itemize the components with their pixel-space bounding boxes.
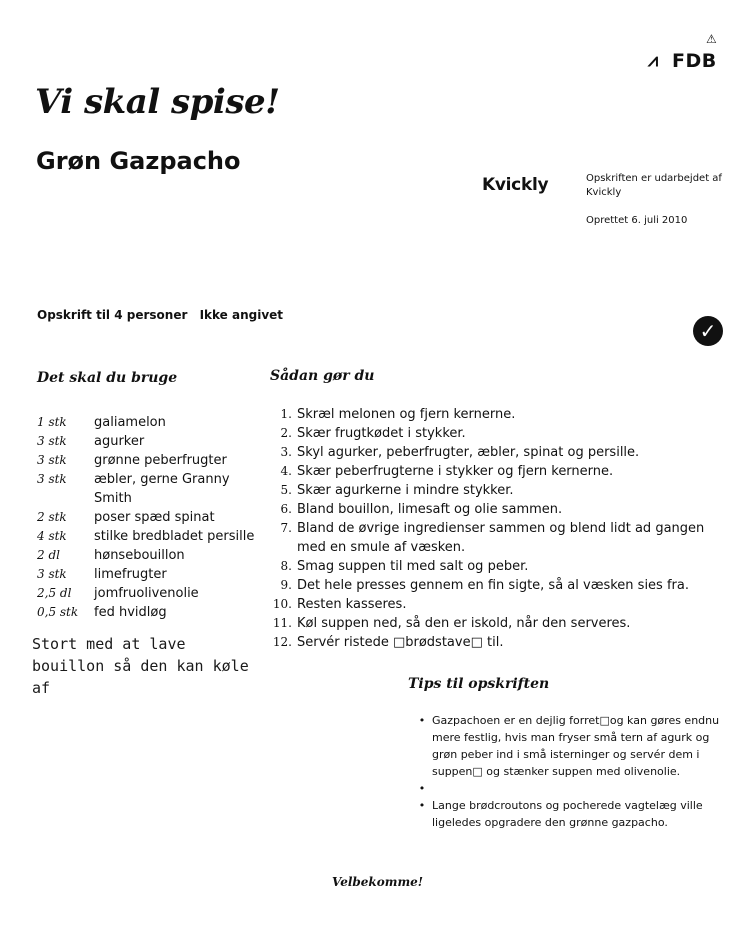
handwritten-note: Stort med at lave bouillon så den kan køle af <box>32 635 249 697</box>
ingredient-row <box>37 584 267 603</box>
warning-icon: ⚠ <box>706 32 717 46</box>
step-item <box>262 519 722 557</box>
closing-text: Velbekomme! <box>332 875 424 889</box>
step-text: Smag suppen til med salt og peber. <box>297 559 529 574</box>
step-list <box>262 405 722 652</box>
ingredient-row <box>37 451 267 470</box>
step-number: 5. <box>280 483 292 497</box>
tips-list <box>412 712 732 831</box>
bullet-icon: • <box>418 714 426 727</box>
ingredient-qty: 3 stk <box>37 472 67 486</box>
recipe-credit: Opskriften er udarbejdet af Kvickly <box>586 173 722 198</box>
step-item <box>262 576 722 595</box>
step-number: 8. <box>280 559 292 573</box>
ingredient-row <box>37 413 267 432</box>
ingredient-name: grønne peberfrugter <box>94 453 227 468</box>
bullet-icon: • <box>418 799 426 812</box>
fdb-mark-icon: ⩘ <box>648 50 659 71</box>
step-item <box>262 424 722 443</box>
step-text: Resten kasseres. <box>297 597 407 612</box>
fdb-brand-text: FDB <box>672 50 717 72</box>
step-item <box>262 500 722 519</box>
step-number: 4. <box>280 464 292 478</box>
ingredient-qty: 0,5 stk <box>37 605 79 619</box>
step-item <box>262 595 722 614</box>
ingredient-qty: 3 stk <box>37 434 67 448</box>
ingredient-name: fed hvidløg <box>94 605 167 620</box>
step-text: Skær frugtkødet i stykker. <box>297 426 466 441</box>
tip-item <box>412 797 732 831</box>
tips-heading: Tips til opskriften <box>408 676 550 692</box>
step-number: 6. <box>280 502 292 516</box>
ingredient-name: stilke bredbladet persille <box>94 529 255 544</box>
ingredient-name: poser spæd spinat <box>94 510 215 525</box>
ingredient-qty: 3 stk <box>37 453 67 467</box>
ingredient-row <box>37 432 267 451</box>
step-number: 7. <box>280 521 292 535</box>
ingredient-name: jomfruolivenolie <box>94 586 199 601</box>
ingredient-row <box>37 603 267 622</box>
page-heading-script: Vi skal spise! <box>35 82 280 122</box>
bullet-icon: • <box>418 782 426 795</box>
servings-label: Opskrift til 4 personer <box>37 308 188 322</box>
ingredient-name: æbler, gerne Granny Smith <box>94 472 230 506</box>
ingredient-row <box>37 546 267 565</box>
ingredient-qty: 2 dl <box>37 548 60 562</box>
ingredient-row <box>37 565 267 584</box>
step-number: 10. <box>272 597 292 611</box>
tip-text <box>432 780 732 797</box>
step-number: 12. <box>272 635 292 649</box>
step-text: Bland de øvrige ingredienser sammen og blend lidt ad gangen med en smule af væsken. <box>297 521 705 555</box>
ingredient-name: agurker <box>94 434 145 449</box>
ingredient-qty: 3 stk <box>37 567 67 581</box>
ingredient-list <box>37 413 267 622</box>
step-item <box>262 481 722 500</box>
step-text: Skyl agurker, peberfrugter, æbler, spinat og persille. <box>297 445 640 460</box>
recipe-title: Grøn Gazpacho <box>36 147 241 175</box>
tip-text: Lange brødcroutons og pocherede vagtelæg ville ligeledes opgradere den grønne gazpacho. <box>432 799 703 829</box>
step-text: Køl suppen ned, så den er iskold, når den serveres. <box>297 616 631 631</box>
step-item <box>262 405 722 424</box>
step-number: 11. <box>272 616 292 630</box>
step-text: Servér ristede □brødstave□ til. <box>297 635 504 650</box>
ingredient-row <box>37 527 267 546</box>
step-text: Skær peberfrugterne i stykker og fjern kernerne. <box>297 464 614 479</box>
ingredient-qty: 2,5 dl <box>37 586 72 600</box>
tip-item <box>412 712 732 780</box>
step-text: Skræl melonen og fjern kernerne. <box>297 407 516 422</box>
ingredient-qty: 1 stk <box>37 415 67 429</box>
step-text: Det hele presses gennem en fin sigte, så al væsken sies fra. <box>297 578 689 593</box>
step-text: Bland bouillon, limesaft og olie sammen. <box>297 502 563 517</box>
tip-text: Gazpachoen er en dejlig forret□og kan gøres endnu mere festlig, hvis man fryser små tern af agurk og grøn peber ind i små isterninger og servér dem i suppen□ og stænker suppen med olivenolie. <box>432 714 720 778</box>
checkmark-icon: ✓ <box>693 316 723 346</box>
ingredient-qty: 4 stk <box>37 529 67 543</box>
tip-item <box>412 780 732 797</box>
ingredients-heading: Det skal du bruge <box>37 370 178 386</box>
step-number: 9. <box>280 578 292 592</box>
step-number: 1. <box>280 407 292 421</box>
time-label: Ikke angivet <box>199 308 284 322</box>
ingredient-name: limefrugter <box>94 567 167 582</box>
step-number: 2. <box>280 426 292 440</box>
ingredient-name: hønsebouillon <box>94 548 185 563</box>
fdb-logo <box>648 32 728 76</box>
step-text: Skær agurkerne i mindre stykker. <box>297 483 514 498</box>
step-item <box>262 557 722 576</box>
ingredient-row <box>37 508 267 527</box>
created-date: Oprettet 6. juli 2010 <box>586 215 688 226</box>
step-number: 3. <box>280 445 292 459</box>
step-item <box>262 462 722 481</box>
servings-line <box>37 308 291 322</box>
ingredient-name: galiamelon <box>94 415 166 430</box>
steps-heading: Sådan gør du <box>270 368 375 384</box>
step-item <box>262 443 722 462</box>
store-logo: Kvickly <box>482 175 549 195</box>
ingredient-qty: 2 stk <box>37 510 67 524</box>
ingredient-row <box>37 470 267 508</box>
step-item <box>262 633 722 652</box>
step-item <box>262 614 722 633</box>
